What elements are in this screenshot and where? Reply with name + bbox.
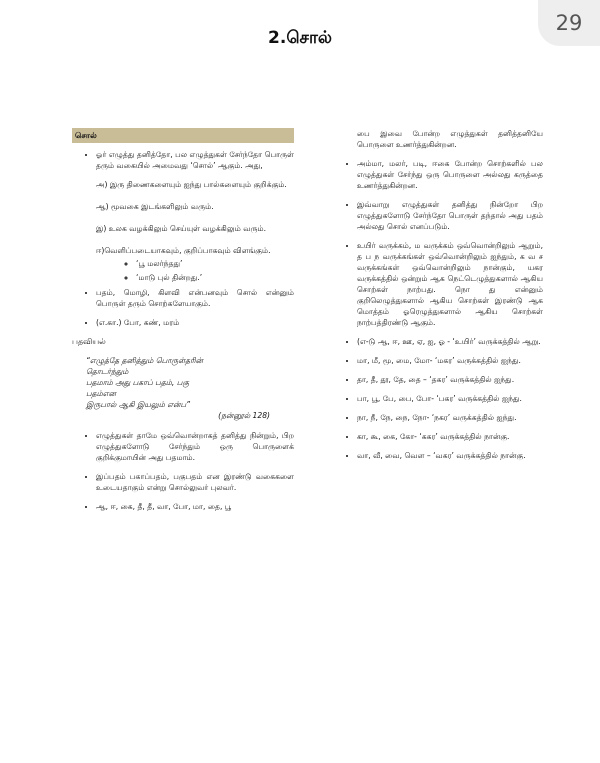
sub-point-ii: ஈ)வெளிப்படையாகவும், குறிப்பாகவும் விளங்கும். [96,246,271,255]
list-item: • பா, பூ, பே, பை, போ- ‘பகர’ வருக்கத்தில் ஐந்து. [357,393,543,404]
padhaviyal-list [72,430,294,512]
list-item: ◦ ‘மாடு புல் தின்றது.’ [136,272,294,283]
list-item: • உயிர் வருக்கம், ம வருக்கம் ஒவ்வொன்றிலும் ஆறும், த ப ந வருக்கங்கள் ஒவ்வொன்றிலும் ஐந்தும், க வ ச வருக்கங்கள் ஒவ்வொன்றிலும் நான்கும், யகர வருக்கத்தில் ஒன்றும் ஆக நெட்டெழுத்துகளால் ஆகிய சொற்கள் நாற்பது. நொ து என்னும் குறிலெழுத்துகளால் ஆகிய சொற்கள் இரண்டு ஆக மொத்தம் ஓரெழுத்துகளால் ஆகிய சொற்கள் நாற்பத்திரண்டு ஆகும். [357,240,543,328]
list-item: • (எ.கா.) போ, கண், மரம் [96,317,294,328]
sub-point-i: இ) உலக வழக்கிலும் செய்யுள் வழக்கிலும் வரும். [96,224,267,233]
list-item: • நா, நீ, நே, நை, நோ- ‘நகர’ வருக்கத்தில் ஐந்து. [357,412,543,423]
section-heading-sol: சொல் [72,128,294,143]
right-column [333,128,543,469]
list-item: • ஓர் எழுத்து தனித்தோ, பல எழுத்துகள் சேர்ந்தோ பொருள் தரும் வகையில் அமைவது ‘சொல்’ ஆகும். அது, [96,149,294,171]
list-item: • கா, கூ, கை, கோ- ‘ககர’ வருக்கத்தில் நான்கு. [357,431,543,442]
list-item: • வா, வீ, வை, வெள – ‘வகர’ வருக்கத்தில் நான்கு. [357,450,543,461]
list-item: • இவ்வாறு எழுத்துகள் தனித்து நின்றோ பிற எழுத்துகளோடு சேர்ந்தோ பொருள் தந்தால் அது பதம் அல்லது சொல் எனப்படும். [357,199,543,232]
quote-line: இருபால் ஆகி இயலும் என்ப” [86,400,191,409]
list-item: • ஆ, ஈ, கை, தீ, தீ, வா, போ, மா, தை, பூ [96,501,294,512]
list-item: • மா, மீ, மூ, மை, மோ- ‘மகர’ வருக்கத்தில் ஐந்து. [357,355,543,366]
sol-list [72,149,294,171]
section-heading-padhaviyal: பதவியல் [72,337,106,346]
quote-line: தொடர்ந்தும் [86,367,129,376]
quote-line: பதம்என [86,389,116,398]
sol-list-2 [72,287,294,328]
right-list [333,158,543,461]
sub-point-aa: ஆ) மூவகை இடங்களிலும் வரும். [96,202,214,211]
left-column [72,128,294,520]
quote-source: (நன்னூல் 128) [218,411,270,420]
quote-line: பதமாம் அது பகாப் பதம், பகு [86,378,190,387]
list-item: • தா, தீ, தூ, தே, தை – ‘தகர’ வருக்கத்தில் ஐந்து. [357,374,543,385]
quote-line: “எழுத்தே தனித்தும் பொருள்தரின் [86,356,203,365]
list-item: • எழுத்துகள் தாமே ஒவ்வொன்றாகத் தனித்து நின்றும், பிற எழுத்துகளோடு சேர்ந்தும் ஒரு பொருளைக் குறிக்குமாயின் அது பதமாம். [96,430,294,463]
quote-block [72,355,294,421]
list-item: • (எ-டு ஆ, ஈ, ஊ, ஏ, ஐ, ஓ - ‘உயிர்’ வருக்கத்தில் ஆறு. [357,336,543,347]
list-item: • அம்மா, மலர், படி, ஈகை போன்ற சொற்களில் பல எழுத்துகள் சேர்ந்து ஒரு பொருளை அல்லது கருத்தை உணர்த்துகின்றன. [357,158,543,191]
page-number: 29 [538,0,600,46]
sub-point-a: அ) இரு திணைகளையும் ஐந்து பால்களையும் குறிக்கும். [96,180,287,189]
example-list [72,258,294,283]
chapter-title: 2.சொல் [268,28,332,48]
list-item: • பதம், மொழி, கிளவி என்பனவும் சொல் என்னும் பொருள் தரும் சொற்களேயாகும். [96,287,294,309]
continued-text: பை இவை போன்ற எழுத்துகள் தனித்தனியே பொருளை உணர்த்துகின்றன. [357,129,543,149]
list-item: ◦ ‘பூ மலர்ந்தது’ [136,258,294,269]
list-item: • இப்பதம் பகாப்பதம், பகுபதம் என இரண்டு வகைகளை உடையதாகும் என்று சொல்லுவர் புலவர். [96,471,294,493]
